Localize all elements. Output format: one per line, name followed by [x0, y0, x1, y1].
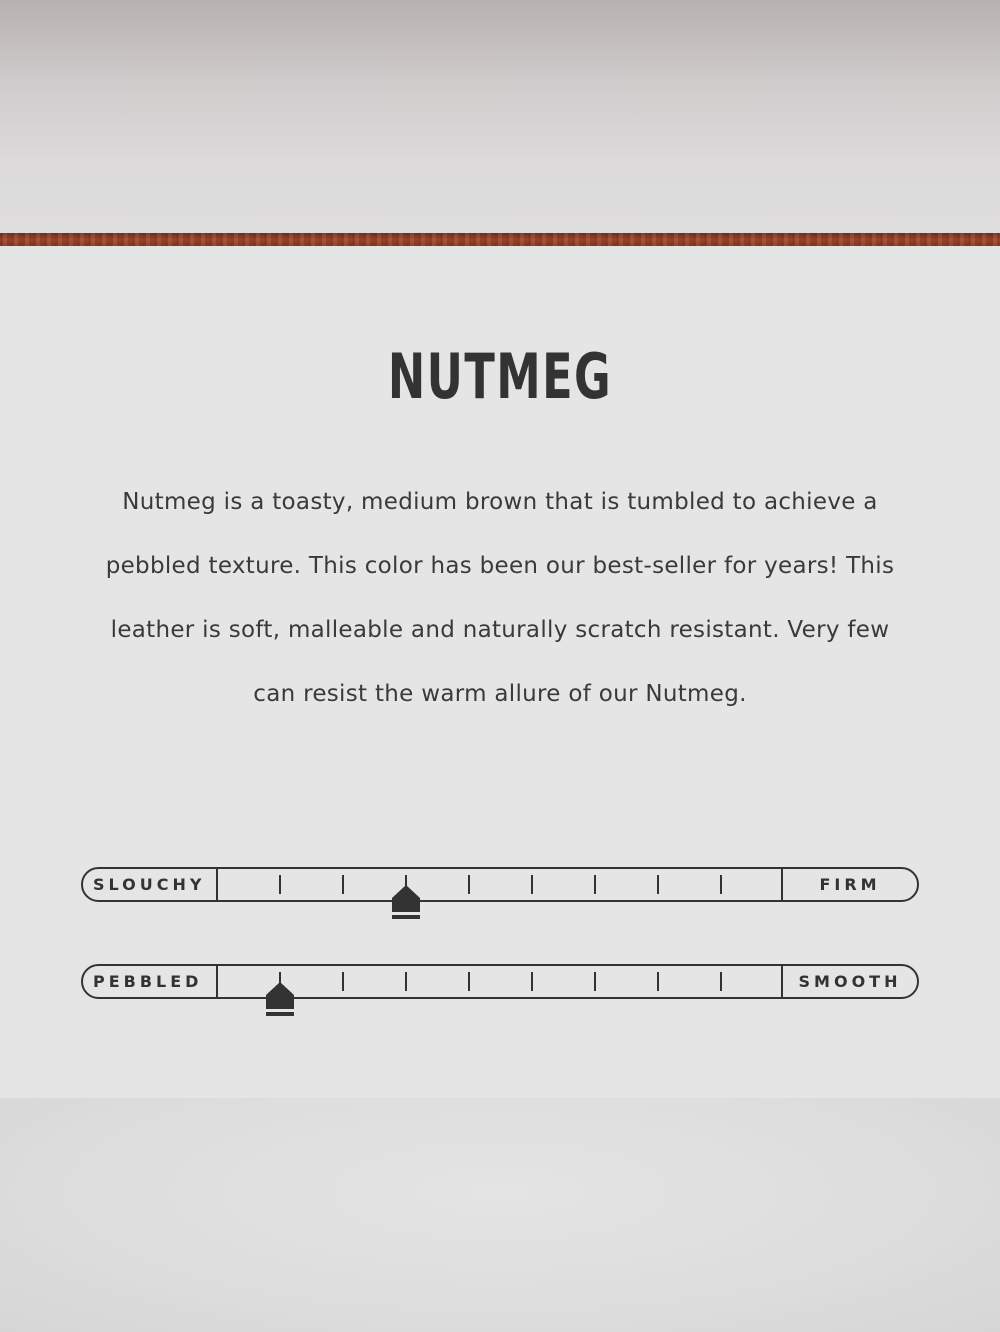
texture-scale — [81, 964, 919, 1001]
leather-texture-strip — [0, 233, 1000, 246]
footer-shadow-area — [0, 1098, 1000, 1332]
scale-left-label: SLOUCHY — [93, 875, 206, 894]
scale-tick — [657, 972, 659, 991]
scale-tick — [468, 972, 470, 991]
firmness-scale — [81, 867, 919, 904]
scale-tick — [594, 972, 596, 991]
leather-description: Nutmeg is a toasty, medium brown that is tumbled to achieve a pebbled texture. This color has been our best-seller for years! This leather is soft, malleable and naturally scratch resistant. Very few can resist the warm allure of our Nutmeg. — [105, 489, 895, 707]
scale-right-label: FIRM — [819, 875, 881, 894]
scale-tick — [531, 875, 533, 894]
scale-tick — [405, 972, 407, 991]
scale-level-marker-icon — [390, 883, 422, 927]
scale-tick — [720, 972, 722, 991]
scale-tick — [342, 972, 344, 991]
scale-tick — [279, 875, 281, 894]
scale-tick — [657, 875, 659, 894]
page-title: NUTMEG — [387, 340, 613, 413]
scale-left-divider — [216, 869, 218, 900]
scale-right-label: SMOOTH — [798, 972, 902, 991]
scale-tick — [594, 875, 596, 894]
scale-left-divider — [216, 966, 218, 997]
scale-tick — [720, 875, 722, 894]
scale-left-label: PEBBLED — [93, 972, 203, 991]
scale-level-marker-icon — [264, 980, 296, 1024]
header-image-area — [0, 0, 1000, 233]
scale-tick — [531, 972, 533, 991]
scale-tick — [468, 875, 470, 894]
scale-tick — [342, 875, 344, 894]
